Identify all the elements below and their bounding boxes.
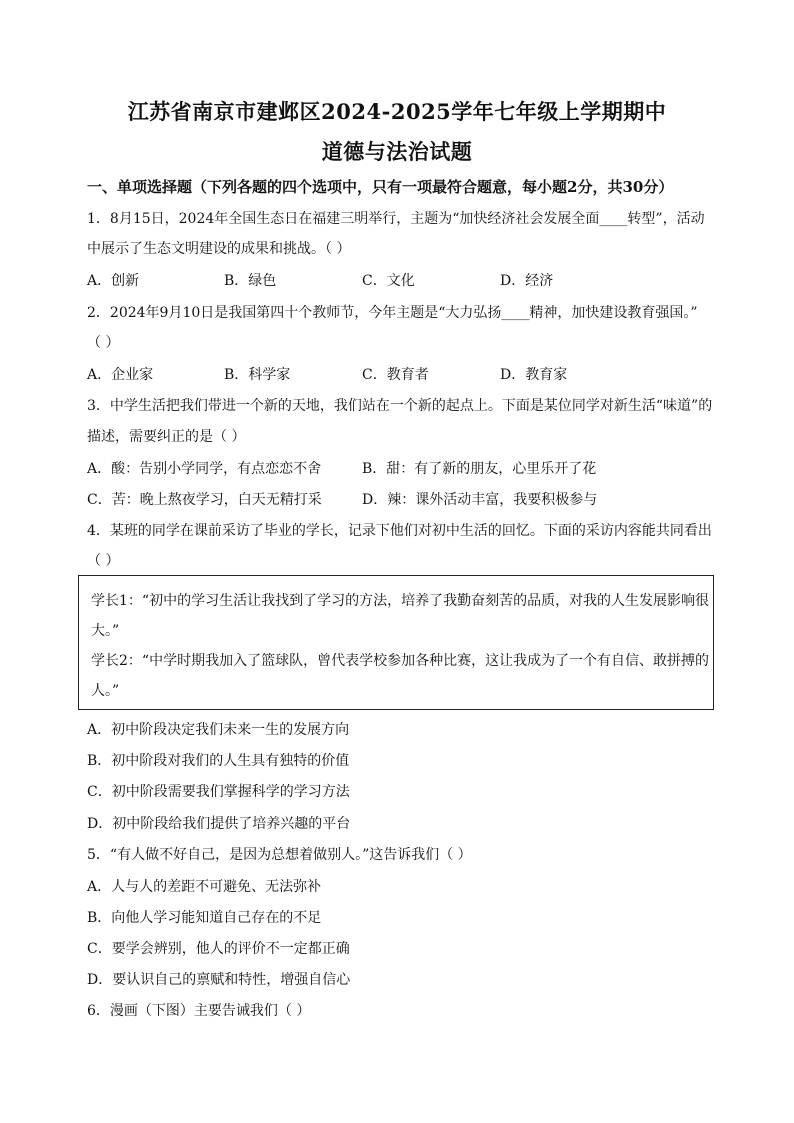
q1-stem-line2: 中展示了生态文明建设的成果和挑战。（ ） bbox=[87, 241, 351, 257]
q5-stem-line1: 5．“有人做不好自己，是因为总想着做别人。”这告诉我们（ ） bbox=[87, 847, 472, 863]
q1-option-c: C．文化 bbox=[362, 273, 415, 289]
section-heading: 一、单项选择题（下列各题的四个选项中，只有一项最符合题意，每小题2分，共30分） bbox=[87, 178, 674, 196]
q5-option-b: B．向他人学习能知道自己存在的不足 bbox=[87, 910, 322, 926]
q2-option-c: C．教育者 bbox=[362, 367, 429, 383]
q2-stem-line1: 2．2024年9月10日是我国第四十个教师节，今年主题是“大力弘扬____精神，加快建设教育强国。” bbox=[87, 305, 698, 321]
q3-option-d: D．辣：课外活动丰富，我要积极参与 bbox=[362, 492, 598, 508]
q2-stem-line2: （ ） bbox=[87, 335, 120, 351]
q6-stem-line1: 6．漫画（下图）主要告诫我们（ ） bbox=[87, 1003, 311, 1019]
quote-line2: 大。” bbox=[91, 623, 120, 639]
q4-option-a: A．初中阶段决定我们未来一生的发展方向 bbox=[87, 722, 350, 738]
q1-option-d: D．经济 bbox=[500, 273, 554, 289]
q2-option-b: B．科学家 bbox=[224, 367, 291, 383]
q1-option-a: A．创新 bbox=[87, 273, 140, 289]
q2-option-a: A．企业家 bbox=[87, 367, 154, 383]
q4-stem-line1: 4．某班的同学在课前采访了毕业的学长，记录下他们对初中生活的回忆。下面的采访内容能共同看出 bbox=[87, 523, 712, 539]
q3-stem-line2: 描述，需要纠正的是（ ） bbox=[87, 429, 246, 445]
q4-option-c: C．初中阶段需要我们掌握科学的学习方法 bbox=[87, 784, 350, 800]
quote-line1: 学长1：“初中的学习生活让我找到了学习的方法，培养了我勤奋刻苦的品质，对我的人生发展影响很 bbox=[91, 593, 710, 609]
q1-stem-line1: 1．8月15日，2024年全国生态日在福建三明举行，主题为“加快经济社会发展全面____转型”，活动 bbox=[87, 211, 705, 227]
quote-line4: 人。” bbox=[91, 683, 120, 699]
q4-stem-line2: （ ） bbox=[87, 553, 120, 569]
q5-option-d: D．要认识自己的禀赋和特性，增强自信心 bbox=[87, 972, 351, 988]
exam-title: 江苏省南京市建邺区2024-2025学年七年级上学期期中 bbox=[127, 99, 667, 124]
interview-quote-box bbox=[78, 575, 714, 710]
exam-subtitle: 道德与法治试题 bbox=[321, 139, 473, 164]
q4-option-b: B．初中阶段对我们的人生具有独特的价值 bbox=[87, 753, 350, 769]
q3-option-c: C．苦：晚上熬夜学习，白天无精打采 bbox=[87, 492, 322, 508]
q5-option-c: C．要学会辨别，他人的评价不一定都正确 bbox=[87, 941, 350, 957]
quote-line3: 学长2：“中学时期我加入了篮球队，曾代表学校参加各种比赛，这让我成为了一个有自信、敢拼搏的 bbox=[91, 653, 710, 669]
q3-stem-line1: 3．中学生活把我们带进一个新的天地，我们站在一个新的起点上。下面是某位同学对新生活“味道”的 bbox=[87, 398, 713, 414]
q5-option-a: A．人与人的差距不可避免、无法弥补 bbox=[87, 879, 322, 895]
q1-option-b: B．绿色 bbox=[224, 273, 277, 289]
q4-option-d: D．初中阶段给我们提供了培养兴趣的平台 bbox=[87, 816, 351, 832]
q3-option-b: B．甜：有了新的朋友，心里乐开了花 bbox=[362, 461, 597, 477]
q2-option-d: D．教育家 bbox=[500, 367, 568, 383]
q3-option-a: A．酸：告别小学同学，有点恋恋不舍 bbox=[87, 461, 322, 477]
